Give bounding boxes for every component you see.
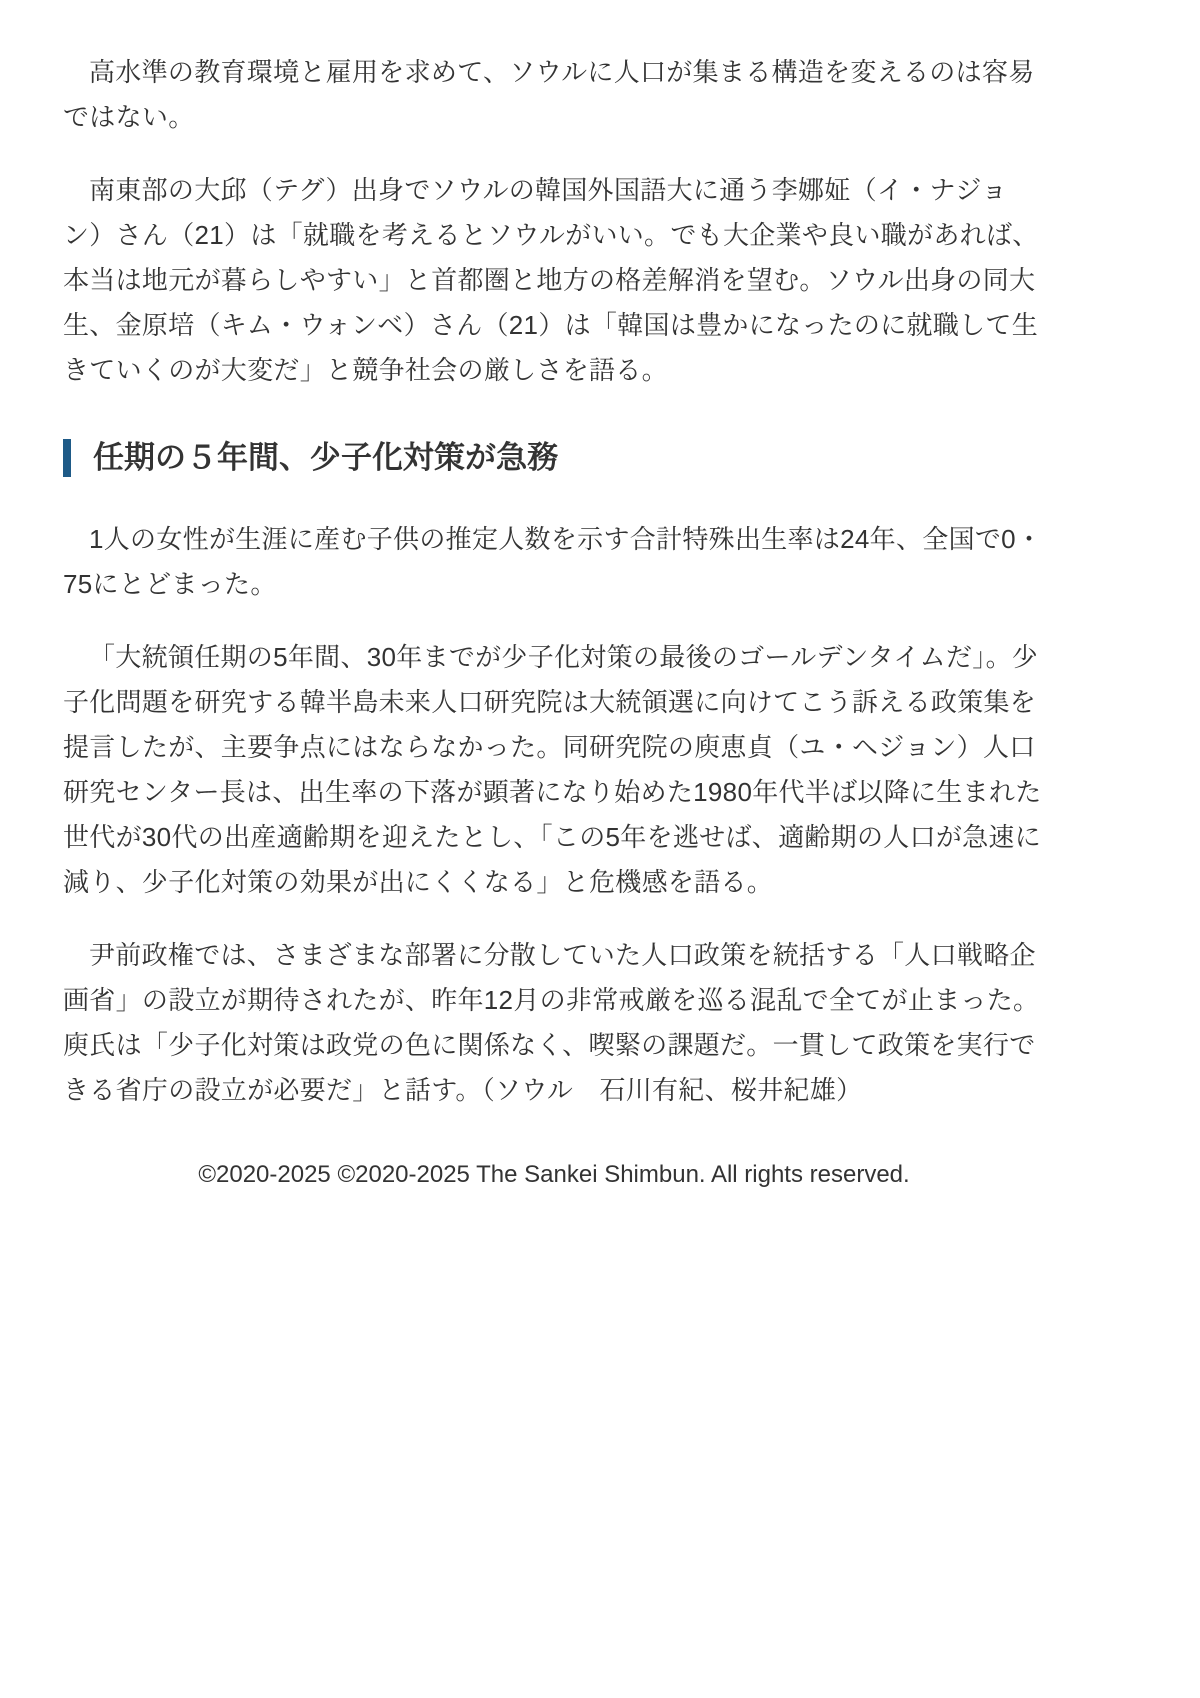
article-paragraph: 「大統領任期の5年間、30年までが少子化対策の最後のゴールデンタイムだ」。少子化問題を研究する韓半島未来人口研究院は大統領選に向けてこう訴える政策集を提言したが、主要争点にはならなかった。同研究院の庾恵貞（ユ・ヘジョン）人口研究センター長は、出生率の下落が顕著になり始めた1980年代半ば以降に生まれた世代が30代の出産適齢期を迎えたとし、「この5年を逃せば、適齢期の人口が急速に減り、少子化対策の効果が出にくくなる」と危機感を語る。 bbox=[63, 642, 1042, 897]
article-paragraph: 尹前政権では、さまざまな部署に分散していた人口政策を統括する「人口戦略企画省」の設立が期待されたが、昨年12月の非常戒厳を巡る混乱で全てが止まった。庾氏は「少子化対策は政党の色に関係なく、喫緊の課題だ。一貫して政策を実行できる省庁の設立が必要だ」と話す。（ソウル 石川有紀、桜井紀雄） bbox=[63, 940, 1040, 1105]
section-heading-text: 任期の５年間、少子化対策が急務 bbox=[93, 440, 558, 476]
article-paragraph: 1人の女性が生涯に産む子供の推定人数を示す合計特殊出生率は24年、全国で0・75にとどまった。 bbox=[63, 524, 1043, 599]
article-paragraph: 高水準の教育環境と雇用を求めて、ソウルに人口が集まる構造を変えるのは容易ではない。 bbox=[63, 57, 1035, 132]
heading-accent-bar bbox=[63, 439, 71, 477]
section-heading bbox=[63, 439, 1045, 477]
article-paragraph: 南東部の大邱（テグ）出身でソウルの韓国外国語大に通う李娜姃（イ・ナジョン）さん（21）は「就職を考えるとソウルがいい。でも大企業や良い職があれば、本当は地元が暮らしやすい」と首都圏と地方の格差解消を望む。ソウル出身の同大生、金原培（キム・ウォンベ）さん（21）は「韓国は豊かになったのに就職して生きていくのが大変だ」と競争社会の厳しさを語る。 bbox=[63, 175, 1039, 385]
copyright-notice: ©2020-2025 ©2020-2025 The Sankei Shimbun. All rights reserved. bbox=[198, 1161, 910, 1188]
